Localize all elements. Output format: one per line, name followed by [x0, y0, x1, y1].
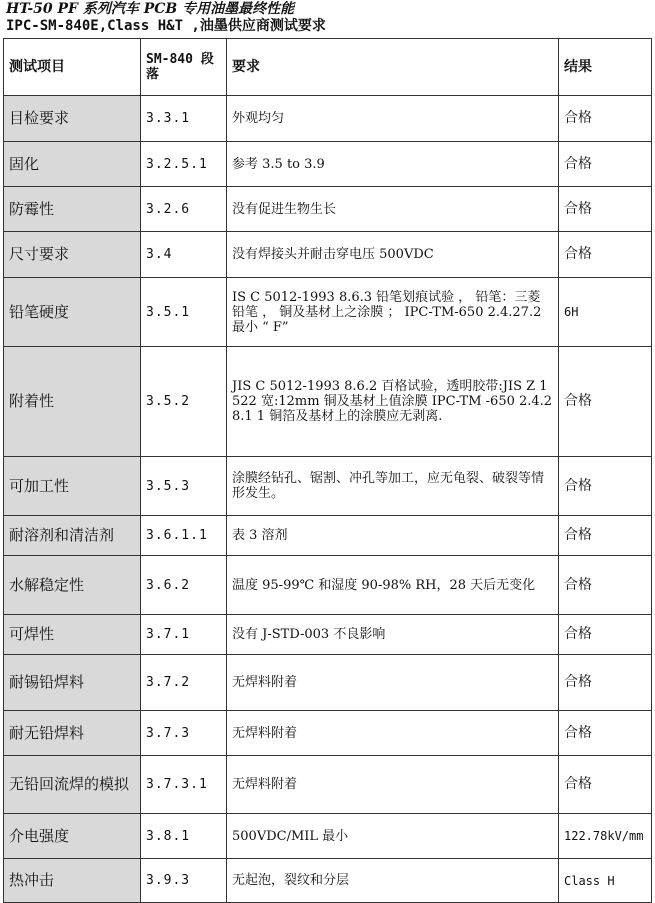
cell-result: 合格: [559, 615, 652, 655]
cell-test-item: 目检要求: [4, 96, 141, 142]
cell-result: 合格: [559, 457, 652, 516]
cell-section: 3.2.6: [141, 187, 227, 232]
cell-test-item: 尺寸要求: [4, 232, 141, 278]
header-result: 结果: [559, 39, 652, 96]
cell-requirement: 温度 95-99℃ 和湿度 90-98% RH，28 天后无变化: [227, 556, 559, 615]
cell-requirement: 外观均匀: [227, 96, 559, 142]
cell-test-item: 耐无铅焊料: [4, 711, 141, 756]
cell-test-item: 固化: [4, 142, 141, 187]
cell-requirement: 500VDC/MIL 最小: [227, 814, 559, 859]
table-row: [4, 457, 652, 516]
cell-test-item: 铅笔硬度: [4, 278, 141, 347]
table-row: [4, 814, 652, 859]
table-row: [4, 711, 652, 756]
table-row: [4, 232, 652, 278]
cell-requirement: 参考 3.5 to 3.9: [227, 142, 559, 187]
cell-requirement: IS C 5012-1993 8.6.3 铅笔划痕试验 ， 铅笔：三菱铅笔 ， 铜及基材上之涂膜 ； IPC-TM-650 2.4.27.2 最小 “ F”: [227, 278, 559, 347]
cell-section: 3.3.1: [141, 96, 227, 142]
cell-section: 3.5.3: [141, 457, 227, 516]
title-line-1: HT-50 PF 系列汽车 PCB 专用油墨最终性能: [6, 1, 295, 17]
cell-requirement: 涂膜经钻孔、锯割、冲孔等加工，应无龟裂、破裂等情形发生。: [227, 457, 559, 516]
header-section: SM-840 段落: [141, 39, 227, 96]
cell-result: 6H: [559, 278, 652, 347]
cell-result: 合格: [559, 655, 652, 711]
cell-requirement: 表 3 溶剂: [227, 516, 559, 556]
cell-requirement: 没有促进生物生长: [227, 187, 559, 232]
cell-test-item: 耐溶剂和清洁剂: [4, 516, 141, 556]
cell-section: 3.5.1: [141, 278, 227, 347]
cell-section: 3.9.3: [141, 859, 227, 903]
cell-requirement: 没有 J-STD-003 不良影响: [227, 615, 559, 655]
table-row: [4, 556, 652, 615]
cell-result: 合格: [559, 516, 652, 556]
cell-result: 122.78kV/mm: [559, 814, 652, 859]
table-row: [4, 187, 652, 232]
cell-result: 合格: [559, 232, 652, 278]
cell-result: 合格: [559, 96, 652, 142]
cell-requirement: 无焊料附着: [227, 711, 559, 756]
document-title: [6, 0, 651, 34]
cell-result: 合格: [559, 711, 652, 756]
cell-section: 3.2.5.1: [141, 142, 227, 187]
cell-requirement: 无焊料附着: [227, 756, 559, 814]
cell-test-item: 可焊性: [4, 615, 141, 655]
title-line-2: IPC-SM-840E,Class H&T ,油墨供应商测试要求: [6, 18, 326, 34]
table-row: [4, 655, 652, 711]
cell-requirement: JIS C 5012-1993 8.6.2 百格试验，透明胶带:JIS Z 1522 宽:12mm 铜及基材上值涂膜 IPC-TM -650 2.4.28.1 1 铜箔及基材上的涂膜应无剥离.: [227, 347, 559, 457]
cell-result: 合格: [559, 187, 652, 232]
table-row: [4, 96, 652, 142]
cell-section: 3.7.3.1: [141, 756, 227, 814]
cell-section: 3.7.1: [141, 615, 227, 655]
cell-result: 合格: [559, 556, 652, 615]
table-row: [4, 516, 652, 556]
cell-requirement: 无焊料附着: [227, 655, 559, 711]
table-row: [4, 278, 652, 347]
cell-section: 3.6.1.1: [141, 516, 227, 556]
cell-requirement: 没有焊接头并耐击穿电压 500VDC: [227, 232, 559, 278]
cell-test-item: 附着性: [4, 347, 141, 457]
cell-section: 3.5.2: [141, 347, 227, 457]
table-header-row: [4, 39, 652, 96]
cell-section: 3.8.1: [141, 814, 227, 859]
cell-test-item: 水解稳定性: [4, 556, 141, 615]
cell-section: 3.6.2: [141, 556, 227, 615]
cell-result: 合格: [559, 142, 652, 187]
header-test-item: 测试项目: [4, 39, 141, 96]
header-requirement: 要求: [227, 39, 559, 96]
cell-test-item: 耐锡铅焊料: [4, 655, 141, 711]
cell-test-item: 无铅回流焊的模拟: [4, 756, 141, 814]
cell-test-item: 防霉性: [4, 187, 141, 232]
cell-requirement: 无起泡，裂纹和分层: [227, 859, 559, 903]
table-row: [4, 615, 652, 655]
test-requirements-table: [3, 38, 652, 903]
table-row: [4, 347, 652, 457]
cell-section: 3.7.2: [141, 655, 227, 711]
cell-test-item: 热冲击: [4, 859, 141, 903]
cell-result: 合格: [559, 756, 652, 814]
cell-section: 3.4: [141, 232, 227, 278]
cell-test-item: 可加工性: [4, 457, 141, 516]
cell-result: 合格: [559, 347, 652, 457]
cell-result: Class H: [559, 859, 652, 903]
cell-test-item: 介电强度: [4, 814, 141, 859]
table-row: [4, 756, 652, 814]
table-row: [4, 142, 652, 187]
cell-section: 3.7.3: [141, 711, 227, 756]
